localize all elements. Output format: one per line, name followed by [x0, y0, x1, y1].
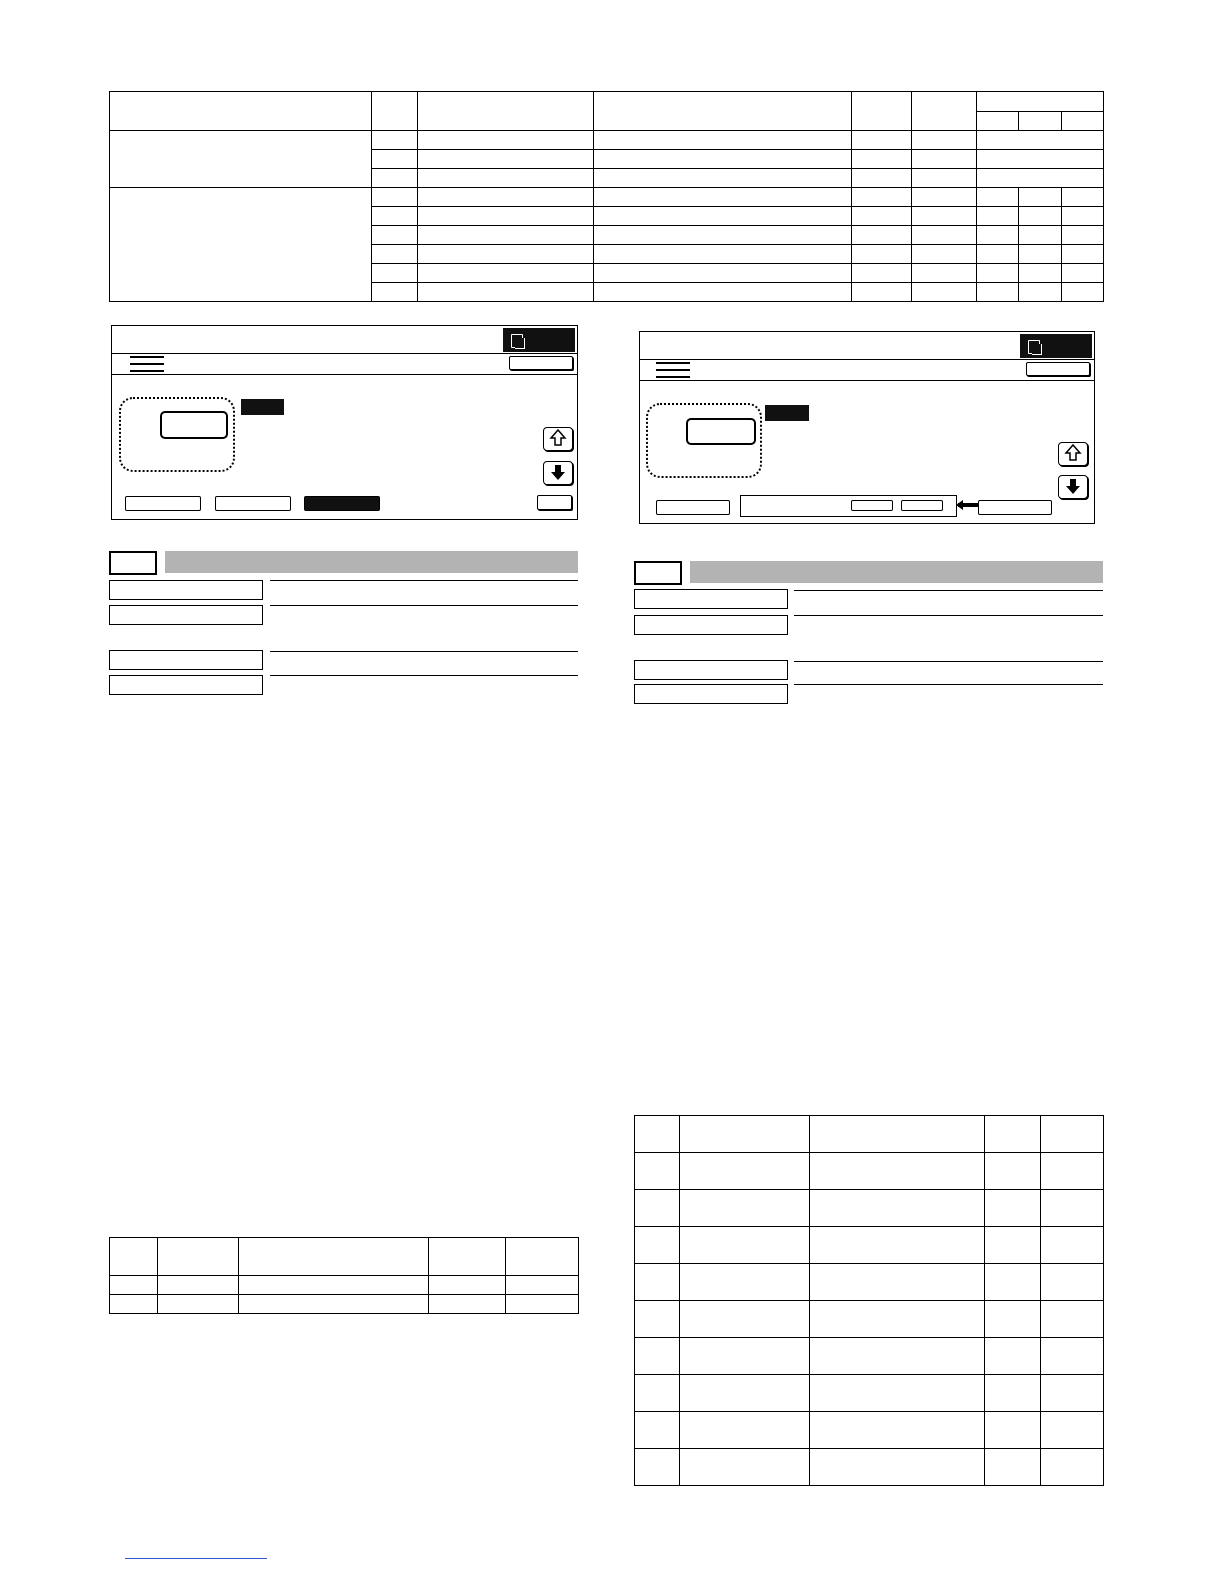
strip-button-1[interactable]: [851, 500, 893, 511]
divider: [270, 651, 578, 652]
screen-sub-bar: [112, 354, 577, 375]
header-cell: [977, 111, 1019, 131]
field-label-box: [634, 615, 788, 635]
section-label-box: [109, 551, 157, 575]
header-cell: [372, 92, 418, 131]
divider: [794, 684, 1103, 685]
section-heading-bar: [165, 551, 578, 573]
divider: [270, 580, 578, 581]
copy-icon: [1028, 340, 1040, 354]
arrow-up-icon: [549, 429, 567, 447]
field-label-box: [634, 660, 788, 680]
bottom-right-table: [634, 1115, 1104, 1486]
field-label-box: [109, 580, 263, 600]
left-action-button[interactable]: [656, 500, 730, 515]
bottom-left-table: [109, 1237, 579, 1314]
field-label-box: [634, 589, 788, 609]
arrow-head-icon: [956, 500, 963, 510]
table-row: [635, 1375, 1104, 1412]
menu-lines-icon: [656, 360, 690, 382]
scroll-down-button[interactable]: [1058, 475, 1088, 499]
right-action-button[interactable]: [978, 500, 1052, 515]
arrow-down-icon: [1064, 477, 1082, 495]
divider: [794, 615, 1103, 616]
screen-mockup-left: [111, 325, 578, 520]
field-label-box: [109, 650, 263, 670]
table-row: [110, 1295, 579, 1314]
tab-1[interactable]: [125, 496, 201, 511]
value-display[interactable]: [686, 418, 756, 445]
scroll-up-button[interactable]: [543, 427, 573, 451]
ok-button[interactable]: [509, 356, 573, 370]
divider: [794, 661, 1103, 662]
table-row: [635, 1190, 1104, 1227]
table-row: [110, 131, 1104, 150]
value-display[interactable]: [160, 411, 228, 439]
table-row: [635, 1153, 1104, 1190]
table-row: [110, 1276, 579, 1295]
scroll-down-button[interactable]: [543, 461, 573, 485]
table-row: [635, 1227, 1104, 1264]
group-cell: [110, 188, 372, 302]
arrow-down-icon: [549, 463, 567, 481]
group-cell: [110, 131, 372, 188]
header-cell: [912, 92, 977, 131]
menu-lines-icon: [130, 354, 164, 376]
tab-2[interactable]: [215, 496, 291, 511]
field-label-box: [109, 675, 263, 695]
header-cell: [852, 92, 912, 131]
screen-sub-bar: [640, 360, 1094, 381]
table-header-row: [110, 92, 1104, 112]
table-row: [635, 1412, 1104, 1449]
input-strip: [740, 495, 957, 517]
header-cell: [1019, 111, 1062, 131]
screen-title-bar: [112, 326, 577, 354]
selection-area: [119, 397, 235, 472]
field-label-box: [109, 605, 263, 625]
table-row: [635, 1449, 1104, 1486]
table-header-row: [635, 1116, 1104, 1153]
top-specification-table: [109, 91, 1104, 302]
divider: [794, 590, 1103, 591]
arrow-up-icon: [1064, 444, 1082, 462]
header-cell: [594, 92, 852, 131]
highlight-tag: [241, 399, 284, 415]
status-indicator: [503, 328, 575, 352]
table-row: [110, 188, 1104, 207]
table-row: [635, 1338, 1104, 1375]
field-label-box: [634, 684, 788, 704]
table-header-row: [110, 1238, 579, 1276]
copy-icon: [511, 334, 523, 348]
table-row: [635, 1301, 1104, 1338]
screen-mockup-right: [639, 331, 1095, 524]
table-row: [635, 1264, 1104, 1301]
screen-title-bar: [640, 332, 1094, 360]
small-action-button[interactable]: [537, 495, 572, 510]
divider: [270, 605, 578, 606]
section-heading-bar: [690, 561, 1103, 583]
tab-3[interactable]: [304, 496, 380, 511]
ok-button[interactable]: [1026, 362, 1090, 376]
divider: [270, 675, 578, 676]
status-indicator: [1020, 334, 1092, 358]
header-cell: [977, 92, 1104, 112]
header-cell: [418, 92, 594, 131]
selection-area: [646, 403, 762, 478]
highlight-tag: [765, 405, 809, 421]
header-cell: [110, 92, 372, 131]
scroll-up-button[interactable]: [1058, 442, 1088, 466]
header-cell: [1062, 111, 1104, 131]
footer-link[interactable]: [125, 1558, 267, 1559]
section-label-box: [634, 561, 682, 585]
strip-button-2[interactable]: [901, 500, 943, 511]
